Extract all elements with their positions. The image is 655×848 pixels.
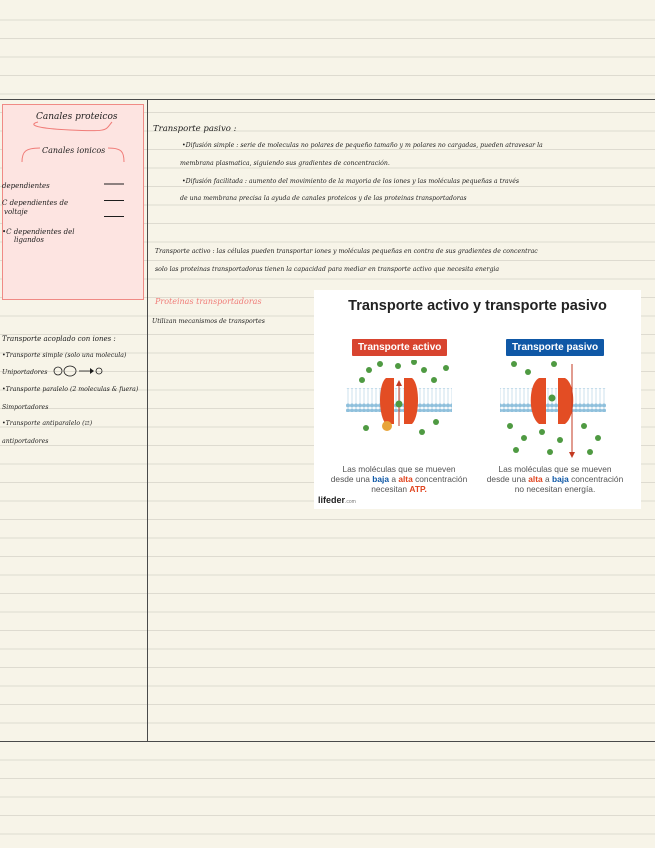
cue-item-ligandos-1: •C dependientes del — [2, 228, 75, 236]
passive-protein-right — [558, 378, 573, 424]
transport-figure — [314, 290, 641, 509]
membrane-illustration — [314, 360, 641, 460]
active-caption-line3: necesitan — [371, 484, 408, 494]
passive-badge: Transporte pasivo — [506, 339, 604, 356]
cue-item-ligandos-2: ligandos — [14, 236, 44, 244]
passive-arrow-head — [569, 452, 575, 458]
proteins-heading: Proteinas transportadoras — [155, 297, 262, 306]
passive-title: Transporte pasivo : — [153, 124, 237, 134]
passive-b1-line2: membrana plasmatica, siguiendo sus gradientes de concentración. — [180, 160, 390, 167]
logo-suffix: .com — [345, 499, 356, 505]
active-caption — [324, 464, 474, 494]
left-line-2: Uniportadores — [2, 369, 48, 376]
active-protein-left — [380, 378, 394, 424]
left-line-1: •Transporte simple (solo una molecula) — [2, 352, 127, 359]
passive-b1-line1: •Difusión simple : serie de moleculas no polares de pequeño tamaño y m polares no cargadas, pueden atravesar la — [182, 142, 543, 149]
active-caption-post: concentración — [415, 474, 468, 484]
passive-protein-left — [531, 378, 546, 424]
passive-caption-pre: desde una — [486, 474, 526, 484]
cue-dash-2 — [104, 216, 124, 217]
cue-item-dependientes: dependientes — [2, 182, 50, 190]
passive-caption-mid: a — [544, 474, 550, 484]
cue-item-voltaje-1: C dependientes de — [2, 199, 69, 207]
lifeder-logo — [318, 495, 356, 505]
logo-text: lifeder — [318, 495, 346, 505]
active-molecules-bottom — [363, 419, 439, 435]
passive-caption-post: concentración — [571, 474, 624, 484]
passive-caption-line1: Las moléculas que se mueven — [498, 464, 612, 474]
bottom-rule — [0, 741, 655, 742]
active-caption-high: alta — [398, 474, 413, 484]
left-line-5: •Transporte antiparalelo (⇄) — [2, 420, 93, 427]
active-caption-atp: ATP. — [409, 484, 427, 494]
uniport-sketch — [52, 364, 112, 378]
passive-b2-line2: de una membrana precisa la ayuda de canales proteicos y de las proteinas transportadoras — [180, 195, 467, 202]
active-caption-line1: Las moléculas que se mueven — [342, 464, 456, 474]
proteins-line: Utilizan mecanismos de transportes — [152, 318, 265, 325]
atp-molecule — [382, 421, 392, 431]
active-arrow-head — [396, 380, 402, 386]
passive-molecule — [549, 395, 556, 402]
left-line-6: antiportadores — [2, 438, 49, 445]
passive-b2-line1: •Difusión facilitada : aumento del movimiento de la mayoria de los iones y las moléculas pequeñas a través — [182, 178, 520, 185]
passive-molecules-top — [511, 361, 557, 375]
passive-caption-high: alta — [528, 474, 543, 484]
cue-dash — [104, 200, 124, 201]
top-rule — [0, 99, 655, 100]
cue-subtitle: Canales ionicos — [42, 146, 106, 155]
active-caption-pre: desde una — [330, 474, 370, 484]
active-line1: Transporte activo : las células pueden transportar iones y moléculas pequeñas en contra de sus gradientes de concentrac — [155, 248, 538, 255]
active-badge: Transporte activo — [352, 339, 447, 356]
active-caption-low: baja — [372, 474, 389, 484]
active-line2: solo las proteinas transportadoras tienen la capacidad para mediar en transporte activo que necesita energia — [155, 266, 500, 273]
cue-title: Canales proteicos — [36, 112, 118, 122]
active-protein-right — [404, 378, 418, 424]
active-caption-mid: a — [391, 474, 396, 484]
passive-caption — [480, 464, 630, 494]
left-line-4: Simportadores — [2, 404, 49, 411]
cue-item-voltaje-2: voltaje — [4, 208, 28, 216]
passive-molecules-bottom — [507, 423, 601, 455]
margin-line — [147, 99, 148, 742]
active-molecule — [396, 401, 403, 408]
passive-caption-line3: no necesitan energía. — [514, 484, 596, 494]
passive-caption-low: baja — [551, 474, 569, 484]
left-line-3: •Transporte paralelo (2 moleculas & fuera) — [2, 386, 139, 393]
figure-title: Transporte activo y transporte pasivo — [348, 298, 607, 314]
left-heading: Transporte acoplado con iones : — [2, 335, 116, 343]
